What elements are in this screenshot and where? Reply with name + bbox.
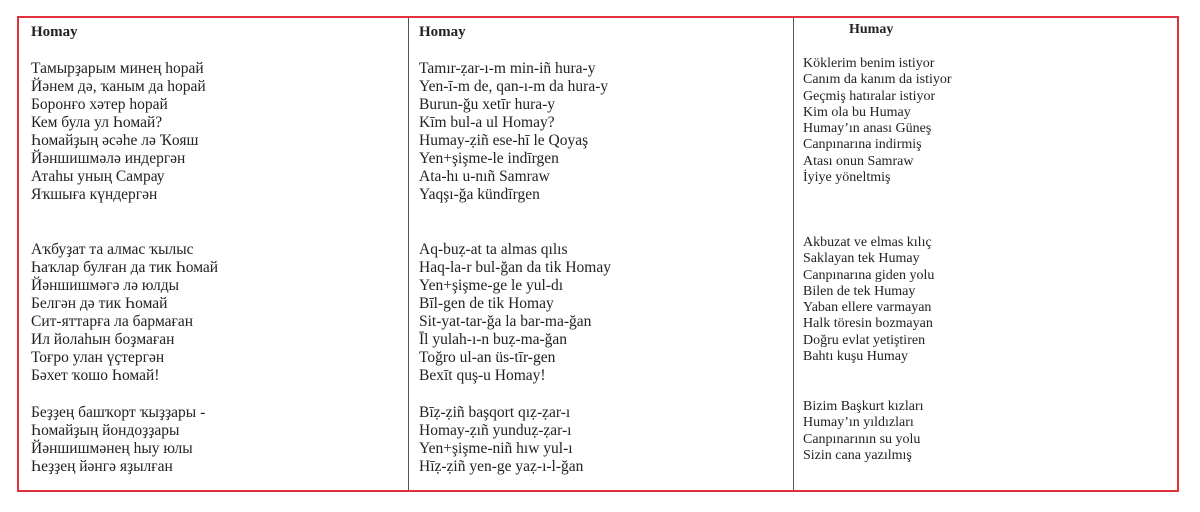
poem-line: Homay-ẓıñ yunduẓ-ẓar-ı [419,422,572,439]
poem-line: Humay’ın anası Güneş [803,121,932,137]
poem-line: Яҡшыға күндергән [31,186,158,203]
poem-line: Hīẓ-ẓiñ yen-ge yaẓ-ı-l-ğan [419,458,584,475]
column-title: Homay [419,24,466,40]
poem-line: Saklayan tek Humay [803,251,920,267]
poem-line: Һомайҙың әсәһе лә Ҡояш [31,132,199,149]
poem-line: Toğro ul-an üs-tīr-gen [419,349,556,366]
poem-line: Yen-ī-m de, qan-ı-m da hura-y [419,78,609,95]
stanza [803,399,924,464]
poem-line: Yaban ellere varmayan [803,300,932,316]
poem-line: Ata-hı u-nıñ Samraw [419,168,550,185]
poem-line: Kim ola bu Humay [803,104,911,120]
poem-line: Боронғо хәтер һорай [31,96,168,113]
stanza [419,60,608,204]
poem-line: Йәншишмәгә лә юлды [31,277,180,294]
stanza [31,60,206,204]
poem-line: Беҙҙең башҡорт ҡыҙҙары - [31,404,206,421]
poem-line: Һомайҙың йондоҙҙары [31,422,180,439]
poem-line: Bīẓ-ẓiñ başqort qıẓ-ẓar-ı [419,404,571,421]
stanza [31,404,205,476]
poem-line: Йәнем дә, ҡаным да һорай [31,78,206,95]
column-turkish [793,18,1179,490]
poem-line: Bizim Başkurt kızları [803,399,924,414]
poem-line: Bīl-gen de tik Homay [419,295,554,312]
poem-line: Sit-yat-tar-ğa la bar-ma-ğan [419,313,592,330]
stanza [803,56,952,186]
poem-line: Bahtı kuşu Humay [803,349,908,365]
poem-line: Halk töresin bozmayan [803,316,933,332]
poem-line: Yen+şişme-le indīrgen [419,150,559,167]
poem-line: Bexīt quş-u Homay! [419,367,546,384]
poem-line: Canım da kanım da istiyor [803,72,952,88]
poem-line: Йәншишмәнең һыу юлы [31,440,193,457]
poem-line: Kīm bul-a ul Homay? [419,114,555,131]
poem-line: Humay’ın yıldızları [803,415,914,431]
poem-line: İyiye yöneltmiş [803,170,891,186]
poem-line: Haq-la-r bul-ğan da tik Homay [419,259,611,276]
poem-line: Canpınarına indirmiş [803,137,922,153]
poem-line: Burun-ğu xetīr hura-y [419,96,556,113]
poem-line: Атаһы уның Самрау [31,168,165,185]
column-title: Homay [31,24,78,40]
poem-line: Бәхет ҡошо Һомай! [31,367,160,384]
poem-line: Geçmiş hatıralar istiyor [803,88,936,104]
poem-line: Тамырҙарым минең һорай [31,60,204,77]
poem-line: Yen+şişme-niñ hıw yul-ı [419,440,573,457]
stanza [31,241,218,385]
poem-line: Tamır-ẓar-ı-m min-iñ hura-y [419,60,596,77]
poem-line: Aq-buẓ-at ta almas qılıs [419,241,568,258]
stanza [419,404,583,476]
poem-line: Һаҡлар булған да тик Һомай [31,259,219,276]
poem-line: Кем була ул Һомай? [31,114,163,131]
poem-line: Sizin cana yazılmış [803,447,912,463]
poem-line: Йәншишмәлә индергән [31,150,186,167]
column-title: Humay [849,22,894,37]
poem-line: Köklerim benim istiyor [803,56,935,71]
poem-line: Һеҙҙең йәнгә яҙылған [31,458,173,475]
poem-line: Yen+şişme-ge le yul-dı [419,277,564,294]
stanza [419,241,611,385]
poem-line: Сит-яттарға ла бармаған [31,313,194,330]
poem-line: Īl yulah-ı-n buẓ-ma-ğan [419,331,568,348]
poem-line: Doğru evlat yetiştiren [803,332,926,348]
poem-line: Bilen de tek Humay [803,283,916,299]
stanza [803,235,934,365]
poem-line: Тоғро улан үҫтергән [31,349,165,366]
poem-line: Akbuzat ve elmas kılıç [803,235,932,250]
poem-comparison-table [17,16,1179,492]
poem-line: Ил йолаһын боҙмаған [31,331,175,348]
poem-line: Atası onun Samraw [803,153,914,169]
poem-line: Аҡбуҙат та алмас ҡылыс [31,241,194,258]
column-transliteration [408,18,793,490]
poem-line: Humay-ẓiñ ese-hī le Qoyaş [419,132,589,149]
poem-line: Canpınarına giden yolu [803,267,935,283]
column-bashkir [19,18,408,490]
poem-line: Белгән дә тик Һомай [31,295,168,312]
poem-line: Canpınarının su yolu [803,431,921,447]
poem-line: Yaqşı-ğa kündīrgen [419,186,540,203]
